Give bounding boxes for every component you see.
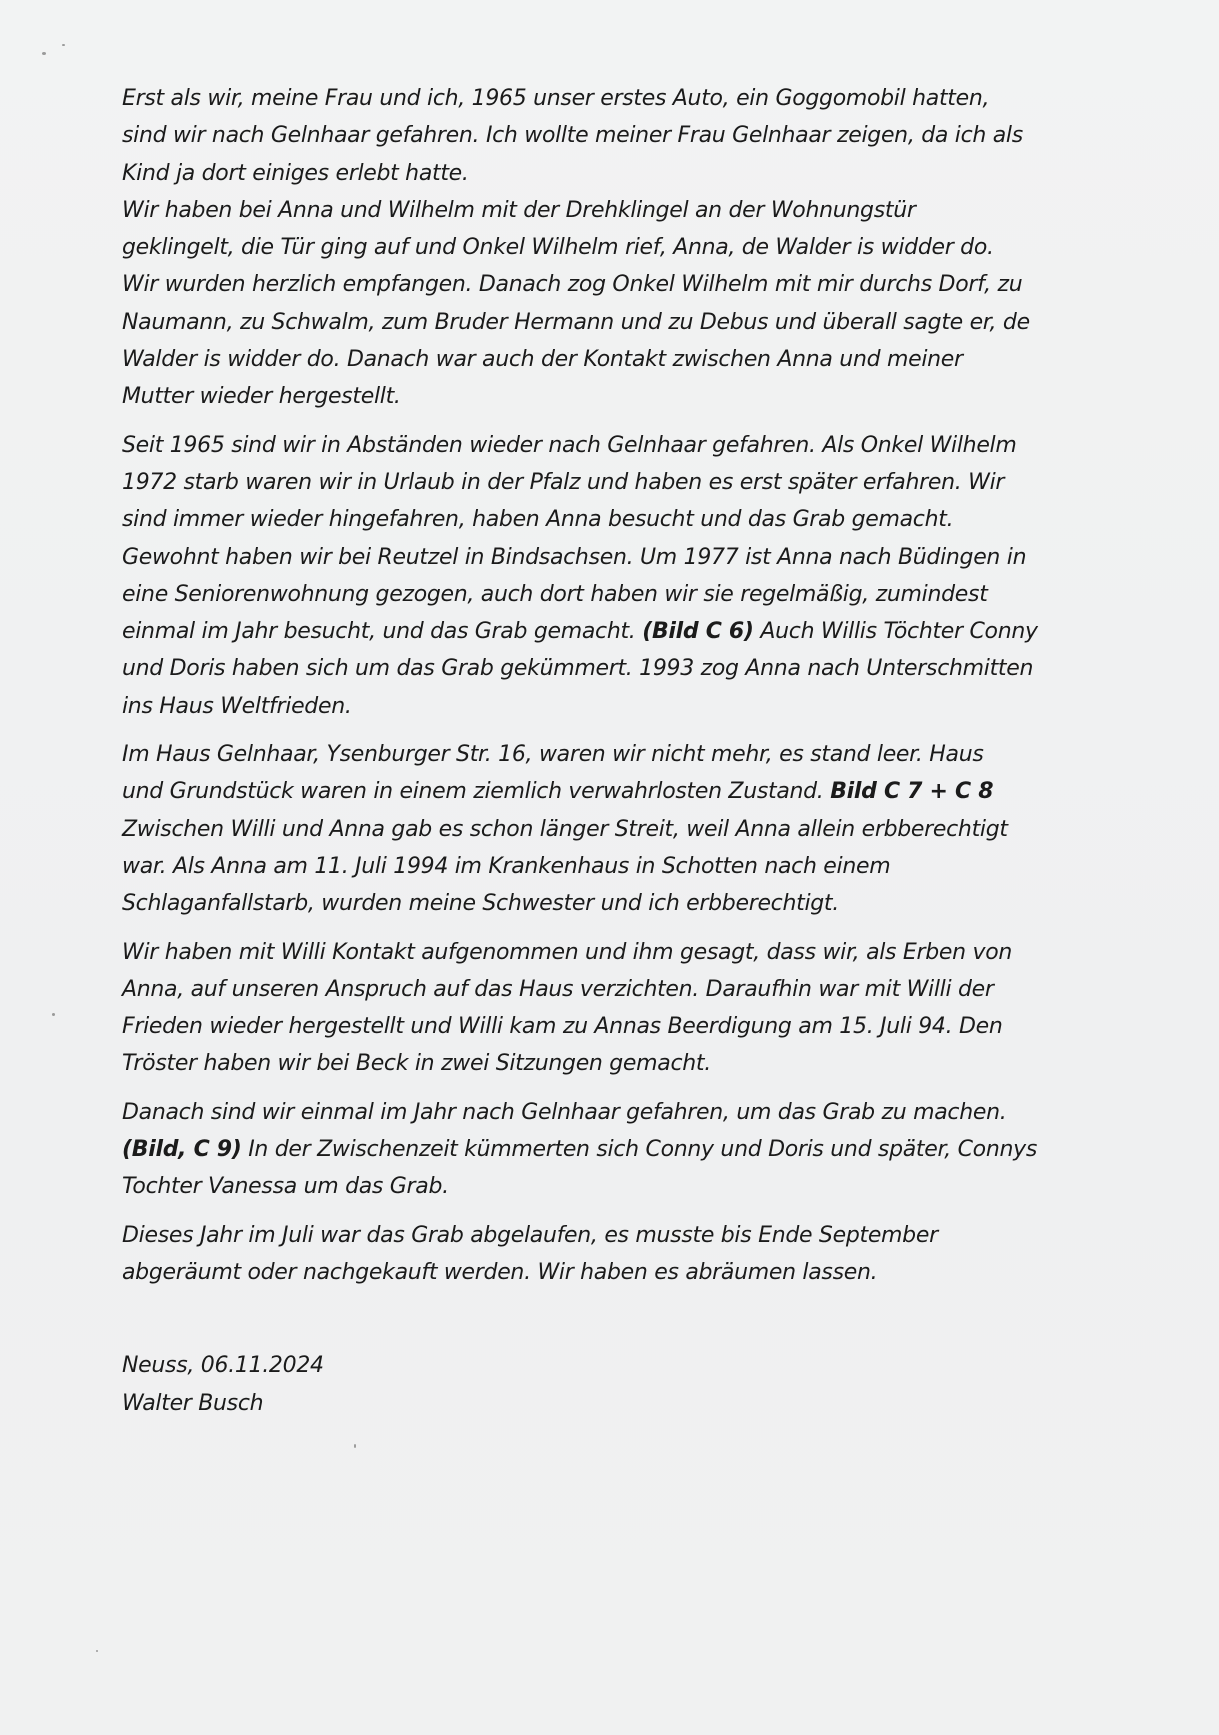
place-date: Neuss, 06.11.2024 (122, 1353, 324, 1379)
text-line (122, 613, 1132, 650)
text-line: war. Als Anna am 11. Juli 1994 im Krankenhaus in Schotten nach einem (122, 853, 891, 879)
paragraph (122, 934, 1132, 1083)
text-line: sind immer wieder hingefahren, haben Anna besucht und das Grab gemacht. (122, 507, 954, 533)
text-line: Seit 1965 sind wir in Abständen wieder nach Gelnhaar gefahren. Als Onkel Wilhelm (122, 432, 1017, 458)
text-line: Zwischen Willi und Anna gab es schon länger Streit, weil Anna allein erbberechtigt (122, 816, 1008, 842)
scan-speck (354, 1444, 356, 1448)
text-line: Wir haben mit Willi Kontakt aufgenommen und ihm gesagt, dass wir, als Erben von (122, 939, 1013, 965)
paragraph (122, 80, 1132, 416)
signature-name: Walter Busch (122, 1390, 264, 1416)
text-line (122, 773, 1132, 810)
text-line: Frieden wieder hergestellt und Willi kam zu Annas Beerdigung am 15. Juli 94. Den (122, 1014, 1003, 1040)
text-line: Kind ja dort einiges erlebt hatte. (122, 160, 469, 186)
text-line: Wir wurden herzlich empfangen. Danach zog Onkel Wilhelm mit mir durchs Dorf, zu (122, 272, 1023, 298)
text-line: Erst als wir, meine Frau und ich, 1965 unser erstes Auto, ein Goggomobil hatten, (122, 86, 990, 111)
text-line: Im Haus Gelnhaar, Ysenburger Str. 16, waren wir nicht mehr, es stand leer. Haus (122, 742, 984, 768)
scan-speck (42, 52, 46, 55)
letter-body (122, 80, 1132, 1422)
picture-reference: Bild C 7 + C 8 (830, 779, 994, 805)
text-line: ins Haus Weltfrieden. (122, 693, 352, 719)
text-line: Dieses Jahr im Juli war das Grab abgelaufen, es musste bis Ende September (122, 1222, 938, 1248)
paragraph (122, 1094, 1132, 1206)
scan-speck (62, 44, 65, 46)
text-run: Auch Willis Töchter Conny (753, 619, 1038, 645)
scan-speck (52, 1013, 55, 1016)
text-line: Tröster haben wir bei Beck in zwei Sitzungen gemacht. (122, 1051, 711, 1077)
text-line: Gewohnt haben wir bei Reutzel in Bindsachsen. Um 1977 ist Anna nach Büdingen in (122, 544, 1027, 570)
text-line: abgeräumt oder nachgekauft werden. Wir haben es abräumen lassen. (122, 1259, 878, 1285)
text-line: und Doris haben sich um das Grab gekümmert. 1993 zog Anna nach Unterschmitten (122, 656, 1034, 682)
text-line: Schlaganfallstarb, wurden meine Schwester und ich erbberechtigt. (122, 891, 839, 917)
text-run: einmal im Jahr besucht, und das Grab gemacht. (122, 619, 643, 645)
paragraph (122, 1217, 1132, 1292)
text-line: eine Seniorenwohnung gezogen, auch dort haben wir sie regelmäßig, zumindest (122, 581, 988, 607)
text-line: geklingelt, die Tür ging auf und Onkel Wilhelm rief, Anna, de Walder is widder do. (122, 235, 994, 261)
text-line: Anna, auf unseren Anspruch auf das Haus verzichten. Daraufhin war mit Willi der (122, 976, 994, 1002)
text-line: Walder is widder do. Danach war auch der Kontakt zwischen Anna und meiner (122, 347, 963, 373)
picture-reference: (Bild, C 9) (122, 1137, 242, 1163)
text-line: sind wir nach Gelnhaar gefahren. Ich wollte meiner Frau Gelnhaar zeigen, da ich als (122, 123, 1023, 149)
paragraph (122, 427, 1132, 725)
text-line: Danach sind wir einmal im Jahr nach Gelnhaar gefahren, um das Grab zu machen. (122, 1099, 1007, 1125)
paragraph (122, 736, 1132, 922)
text-line: Tochter Vanessa um das Grab. (122, 1174, 449, 1200)
text-line: Mutter wieder hergestellt. (122, 384, 401, 410)
text-line: 1972 starb waren wir in Urlaub in der Pfalz und haben es erst später erfahren. Wir (122, 469, 1005, 495)
text-run: In der Zwischenzeit kümmerten sich Conny und Doris und später, Connys (241, 1137, 1037, 1163)
text-line: Naumann, zu Schwalm, zum Bruder Hermann und zu Debus und überall sagte er, de (122, 309, 1030, 335)
scan-speck (96, 1650, 98, 1652)
text-run: und Grundstück waren in einem ziemlich verwahrlosten Zustand. (122, 779, 831, 805)
text-line (122, 1131, 1132, 1168)
text-line: Wir haben bei Anna und Wilhelm mit der Drehklingel an der Wohnungstür (122, 197, 916, 223)
picture-reference: (Bild C 6) (642, 619, 754, 645)
